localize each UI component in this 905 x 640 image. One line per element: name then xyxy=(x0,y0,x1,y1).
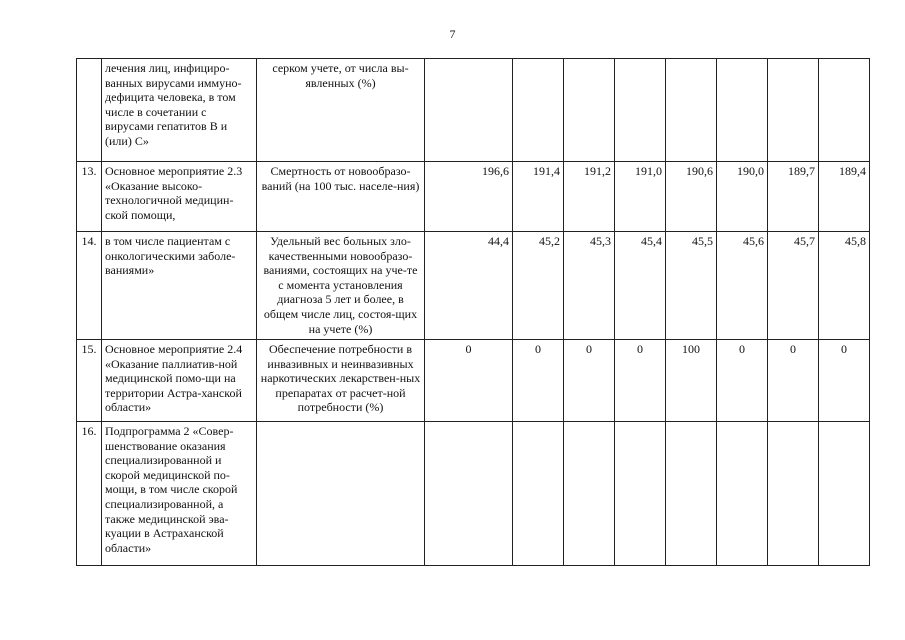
value-cell: 190,0 xyxy=(717,162,768,232)
indicator-name: Смертность от новообразо-ваний (на 100 тыс. населе-ния) xyxy=(257,162,425,232)
value-cell: 45,6 xyxy=(717,232,768,340)
value-cell: 0 xyxy=(513,340,564,422)
value-cell: 45,8 xyxy=(819,232,870,340)
value-cell: 0 xyxy=(819,340,870,422)
value-cell xyxy=(666,422,717,566)
value-cell: 100 xyxy=(666,340,717,422)
value-cell: 189,4 xyxy=(819,162,870,232)
table-row xyxy=(77,422,870,566)
indicators-table xyxy=(76,58,870,566)
row-number xyxy=(77,59,102,162)
value-cell: 191,4 xyxy=(513,162,564,232)
table-row xyxy=(77,232,870,340)
row-number: 15. xyxy=(77,340,102,422)
value-cell: 45,2 xyxy=(513,232,564,340)
row-number: 14. xyxy=(77,232,102,340)
indicator-name: Удельный вес больных зло-качественными новообразо-ваниями, состоящих на уче-те с момента установления диагноза 5 лет и более, в общем числе лиц, состоя-щих на учете (%) xyxy=(257,232,425,340)
value-cell: 191,0 xyxy=(615,162,666,232)
value-cell: 0 xyxy=(564,340,615,422)
value-cell xyxy=(564,422,615,566)
value-cell xyxy=(513,422,564,566)
value-cell xyxy=(717,422,768,566)
value-cell xyxy=(768,59,819,162)
value-cell xyxy=(425,422,513,566)
value-cell: 0 xyxy=(717,340,768,422)
value-cell: 0 xyxy=(615,340,666,422)
value-cell xyxy=(513,59,564,162)
value-cell: 189,7 xyxy=(768,162,819,232)
value-cell xyxy=(615,422,666,566)
value-cell xyxy=(564,59,615,162)
value-cell: 0 xyxy=(768,340,819,422)
value-cell: 191,2 xyxy=(564,162,615,232)
value-cell: 44,4 xyxy=(425,232,513,340)
table-row xyxy=(77,340,870,422)
row-number: 13. xyxy=(77,162,102,232)
value-cell: 45,4 xyxy=(615,232,666,340)
activity-name: Основное мероприятие 2.3 «Оказание высоко-технологичной медицин-ской помощи, xyxy=(102,162,257,232)
table-row xyxy=(77,59,870,162)
value-cell xyxy=(819,59,870,162)
value-cell xyxy=(666,59,717,162)
value-cell: 45,3 xyxy=(564,232,615,340)
value-cell: 45,5 xyxy=(666,232,717,340)
page-number: 7 xyxy=(449,27,456,41)
row-number: 16. xyxy=(77,422,102,566)
activity-name: лечения лиц, инфициро-ванных вирусами иммуно-дефицита человека, в том числе в сочетании с вирусами гепатитов В и (или) С» xyxy=(102,59,257,162)
indicator-name: Обеспечение потребности в инвазивных и неинвазивных наркотических лекарствен-ных препаратах от расчет-ной потребности (%) xyxy=(257,340,425,422)
activity-name: Основное мероприятие 2.4 «Оказание паллиатив-ной медицинской помо-щи на территории Астра-ханской области» xyxy=(102,340,257,422)
value-cell xyxy=(425,59,513,162)
value-cell xyxy=(717,59,768,162)
value-cell xyxy=(768,422,819,566)
value-cell: 45,7 xyxy=(768,232,819,340)
activity-name: в том числе пациентам с онкологическими заболе-ваниями» xyxy=(102,232,257,340)
indicator-name: серком учете, от числа вы-явленных (%) xyxy=(257,59,425,162)
value-cell: 0 xyxy=(425,340,513,422)
activity-name: Подпрограмма 2 «Совер-шенствование оказания специализированной и скорой медицинской по-мощи, в том числе скорой специализированной, а также медицинской эва-куации в Астраханской области» xyxy=(102,422,257,566)
value-cell xyxy=(615,59,666,162)
value-cell: 196,6 xyxy=(425,162,513,232)
value-cell xyxy=(819,422,870,566)
table-row xyxy=(77,162,870,232)
value-cell: 190,6 xyxy=(666,162,717,232)
indicator-name xyxy=(257,422,425,566)
